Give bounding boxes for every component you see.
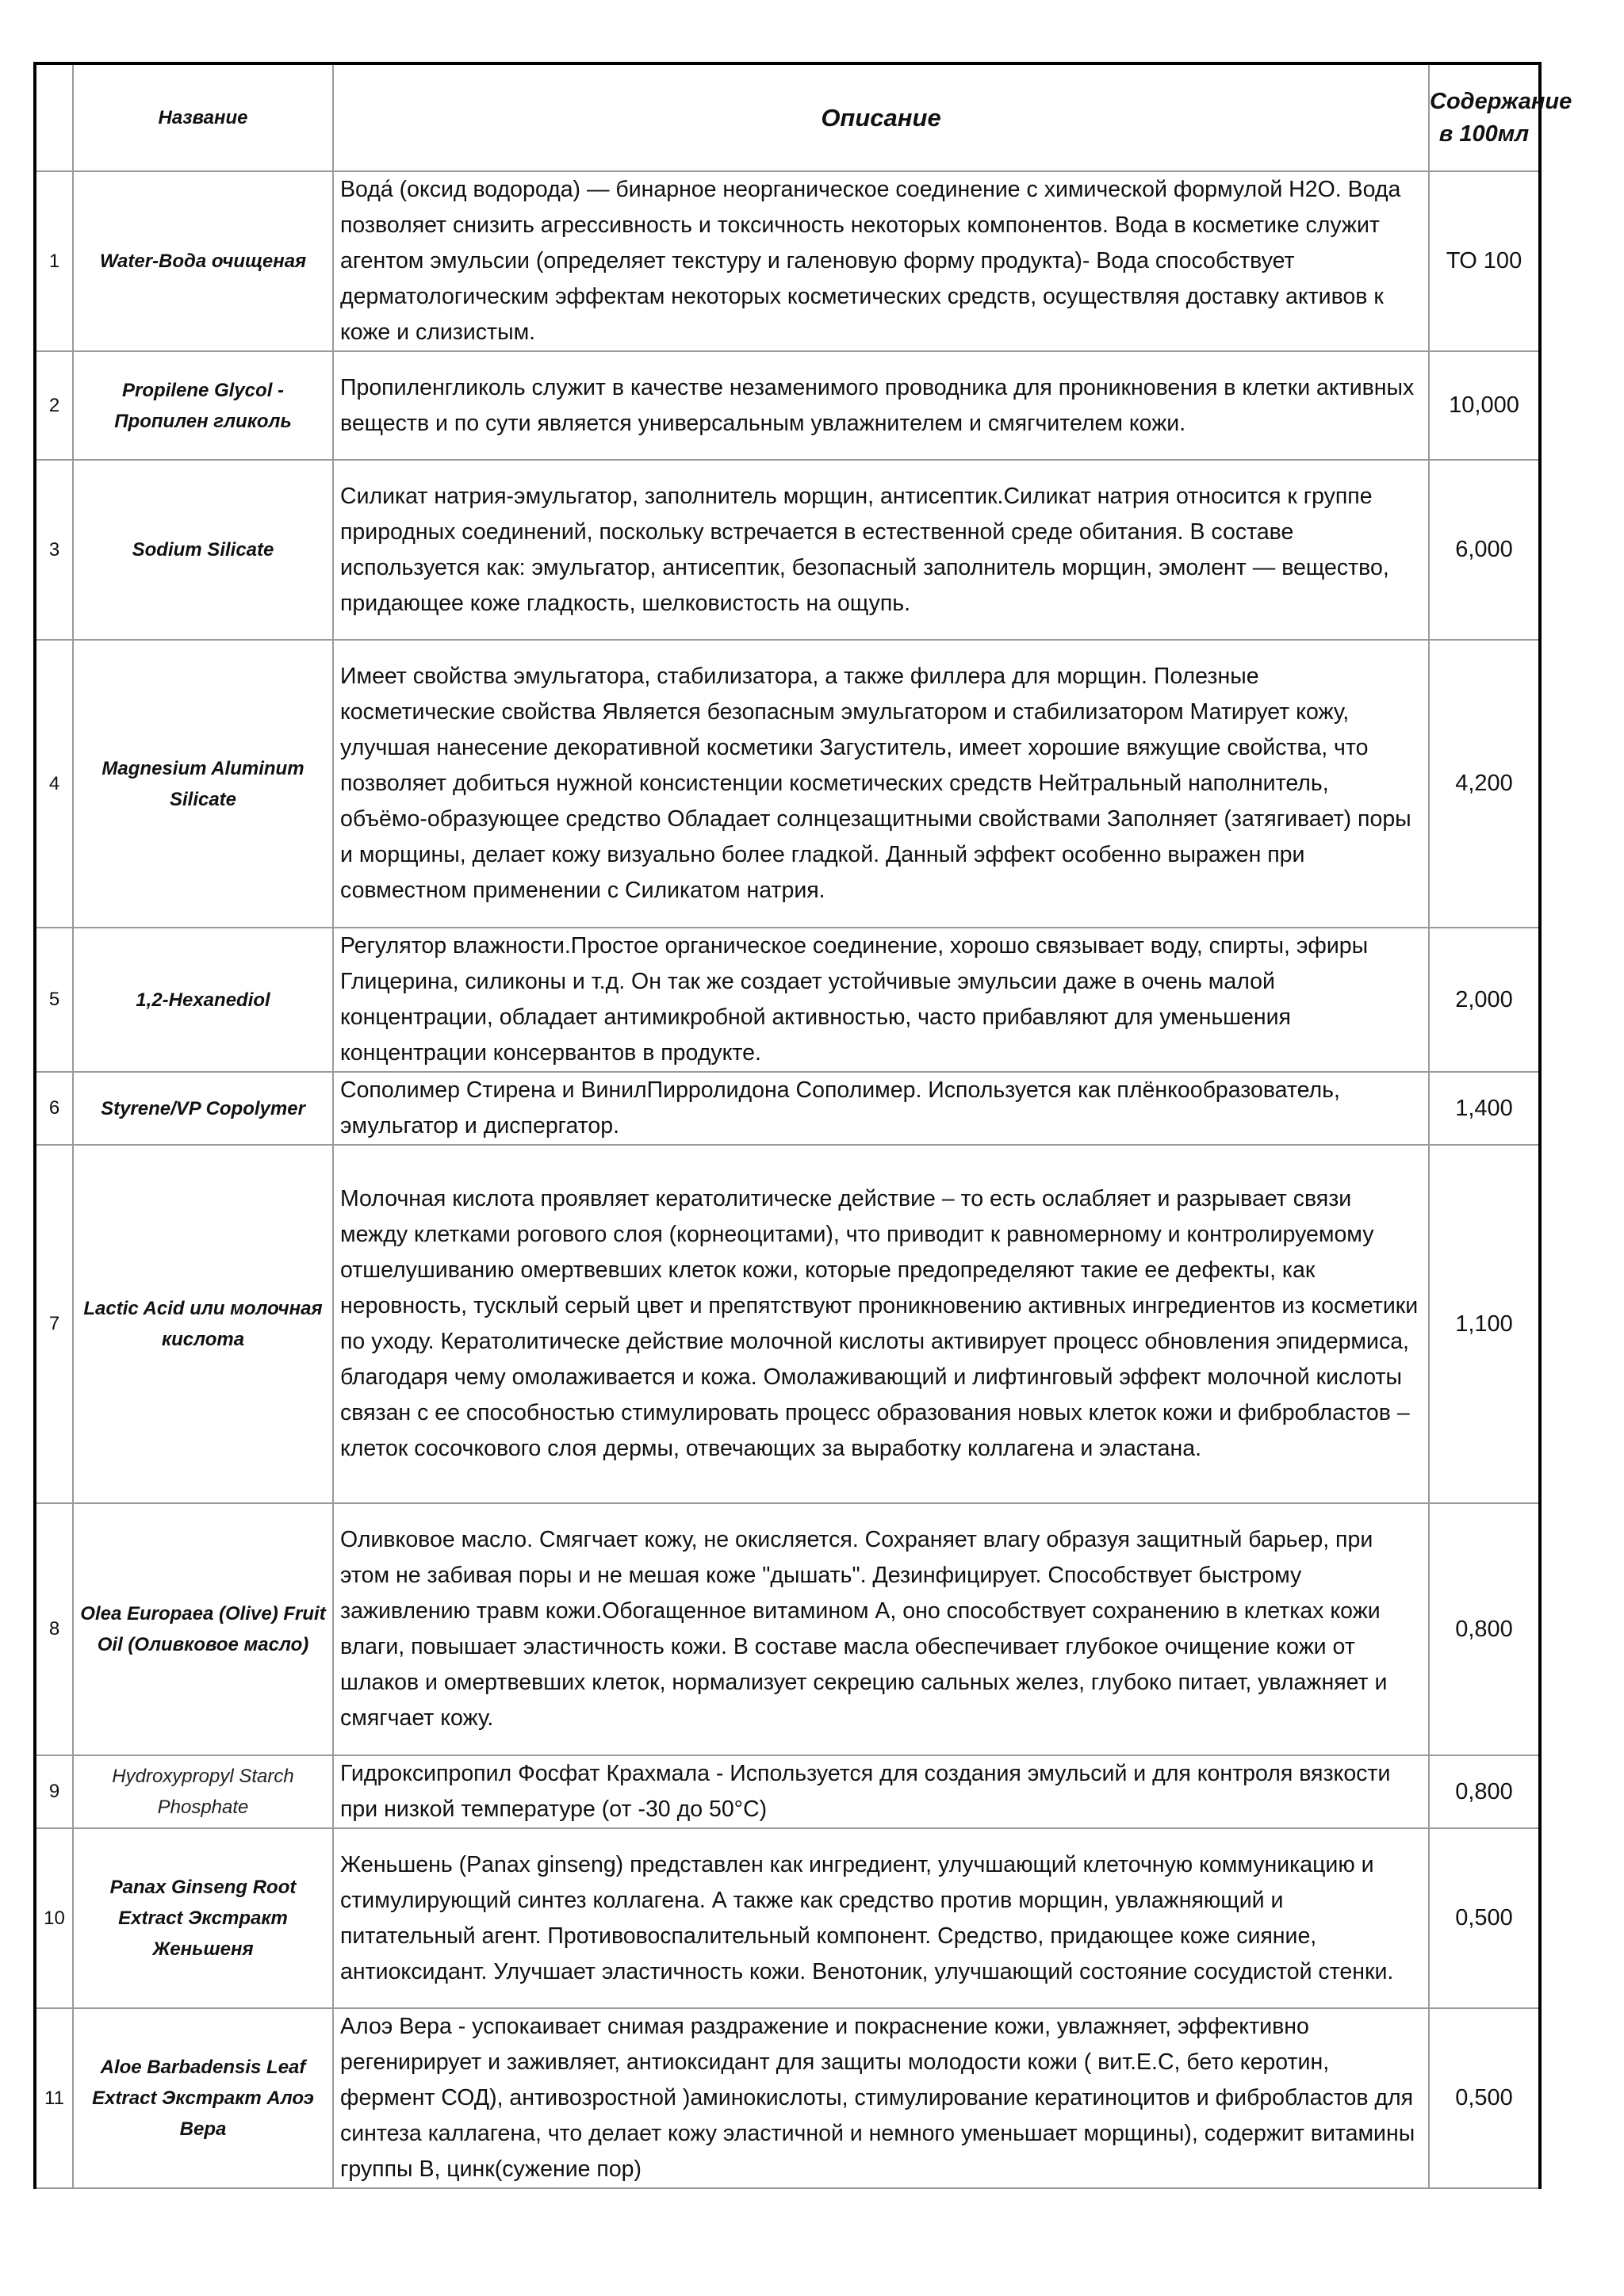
- row-number: 6: [35, 1072, 73, 1145]
- table-row: [35, 1145, 1540, 1503]
- ingredient-description: Женьшень (Panax ginseng) представлен как ингредиент, улучшающий клеточную коммуникацию и стимулирующий синтез коллагена. А также как средство против морщин, увлажняющий и питательный агент. Противовоспалительный компонент. Средство, придающее коже сияние, антиоксидант. Улучшает эластичность кожи. Венотоник, улучшающий состояние сосудистой стенки.: [333, 1828, 1429, 2008]
- ingredient-name: Water-Вода очищеная: [73, 171, 333, 351]
- table-row: [35, 1828, 1540, 2008]
- row-number: 5: [35, 928, 73, 1072]
- row-number: 7: [35, 1145, 73, 1503]
- ingredient-amount: 6,000: [1429, 460, 1540, 640]
- header-description: Описание: [333, 63, 1429, 171]
- row-number: 10: [35, 1828, 73, 2008]
- table-row: [35, 1072, 1540, 1145]
- ingredient-name: Propilene Glycol - Пропилен гликоль: [73, 351, 333, 460]
- ingredient-description: Оливковое масло. Смягчает кожу, не окисляется. Сохраняет влагу образуя защитный барьер, при этом не забивая поры и не мешая коже "дышать". Дезинфицирует. Способствует быстрому заживлению травм кожи.Обогащенное витамином А, оно способствует сохранению в клетках кожи влаги, повышает эластичность кожи. В составе масла обеспечивает глубокое очищение кожи от шлаков и омертвевших клеток, нормализует секрецию сальных желез, глубоко питает, увлажняет и смягчает кожу.: [333, 1503, 1429, 1755]
- ingredient-description: Сополимер Стирена и ВинилПирролидона Сополимер. Используется как плёнкообразователь, эмульгатор и диспергатор.: [333, 1072, 1429, 1145]
- row-number: 1: [35, 171, 73, 351]
- ingredient-amount: 0,800: [1429, 1503, 1540, 1755]
- ingredient-amount: 10,000: [1429, 351, 1540, 460]
- ingredient-description: Гидроксипропил Фосфат Крахмала - Используется для создания эмульсий и для контроля вязкости при низкой температуре (от -30 до 50°C): [333, 1755, 1429, 1828]
- table-row: [35, 1503, 1540, 1755]
- ingredient-description: Имеет свойства эмульгатора, стабилизатора, а также филлера для морщин. Полезные косметические свойства Является безопасным эмульгатором и стабилизатором Матирует кожу, улучшая нанесение декоративной косметики Загуститель, имеет хорошие вяжущие свойства, что позволяет добиться нужной консистенции косметических средств Нейтральный наполнитель, объёмо-образующее средство Обладает солнцезащитными свойствами Заполняет (затягивает) поры и морщины, делает кожу визуально более гладкой. Данный эффект особенно выражен при совместном применении с Силикатом натрия.: [333, 640, 1429, 928]
- row-number: 8: [35, 1503, 73, 1755]
- ingredient-amount: 0,800: [1429, 1755, 1540, 1828]
- header-row: [35, 63, 1540, 171]
- ingredient-description: Вода́ (оксид водорода) — бинарное неорганическое соединение с химической формулой H2O. Вода позволяет снизить агрессивность и токсичность некоторых компонентов. Вода в косметике служит агентом эмульсии (определяет текстуру и галеновую форму продукта)- Вода способствует дерматологическим эффектам некоторых косметических средств, осуществляя доставку активов к коже и слизистым.: [333, 171, 1429, 351]
- ingredients-table: [33, 62, 1572, 2189]
- row-number: 4: [35, 640, 73, 928]
- ingredient-amount: 0,500: [1429, 1828, 1540, 2008]
- ingredient-name: Panax Ginseng Root Extract Экстракт Женьшеня: [73, 1828, 333, 2008]
- row-number: 11: [35, 2008, 73, 2188]
- ingredient-description: Молочная кислота проявляет кератолитическе действие – то есть ослабляет и разрывает связи между клетками рогового слоя (корнеоцитами), что приводит к равномерному и контролируемому отшелушиванию омертвевших клеток кожи, которые предопределяют такие ее дефекты, как неровность, тусклый серый цвет и препятствуют проникновению активных ингредиентов из косметики по уходу. Кератолитическе действие молочной кислоты активирует процесс обновления эпидермиса, благодаря чему омолаживается и кожа. Омолаживающий и лифтинговый эффект молочной кислоты связан с ее способностью стимулировать процесс образования новых клеток кожи и фибробластов – клеток сосочкового слоя дермы, отвечающих за выработку коллагена и эластана.: [333, 1145, 1429, 1503]
- table-row: [35, 351, 1540, 460]
- table-row: [35, 1755, 1540, 1828]
- table-row: [35, 928, 1540, 1072]
- ingredient-name: 1,2-Hexanediol: [73, 928, 333, 1072]
- ingredient-name: Hydroxypropyl Starch Phosphate: [73, 1755, 333, 1828]
- row-number: 3: [35, 460, 73, 640]
- ingredient-name: Olea Europaea (Olive) Fruit Oil (Оливковое масло): [73, 1503, 333, 1755]
- ingredient-name: Sodium Silicate: [73, 460, 333, 640]
- ingredient-name: Aloe Barbadensis Leaf Extract Экстракт Алоэ Вера: [73, 2008, 333, 2188]
- ingredient-description: Регулятор влажности.Простое органическое соединение, хорошо связывает воду, спирты, эфиры Глицерина, силиконы и т.д. Он так же создает устойчивые эмульсии даже в очень малой концентрации, обладает антимикробной активностью, часто прибавляют для уменьшения концентрации консервантов в продукте.: [333, 928, 1429, 1072]
- row-number: 9: [35, 1755, 73, 1828]
- ingredient-amount: 1,100: [1429, 1145, 1540, 1503]
- ingredient-name: Magnesium Aluminum Silicate: [73, 640, 333, 928]
- ingredient-description: Силикат натрия-эмульгатор, заполнитель морщин, антисептик.Силикат натрия относится к группе природных соединений, поскольку встречается в естественной среде обитания. В составе используется как: эмульгатор, антисептик, безопасный заполнитель морщин, эмолент — вещество, придающее коже гладкость, шелковистость на ощупь.: [333, 460, 1429, 640]
- table-row: [35, 171, 1540, 351]
- ingredient-amount: 2,000: [1429, 928, 1540, 1072]
- ingredient-description: Пропиленгликоль служит в качестве незаменимого проводника для проникновения в клетки активных веществ и по сути является универсальным увлажнителем и смягчителем кожи.: [333, 351, 1429, 460]
- row-number: 2: [35, 351, 73, 460]
- ingredient-description: Алоэ Вера - успокаивает снимая раздражение и покраснение кожи, увлажняет, эффективно регенирирует и заживляет, антиоксидант для защиты молодости кожи ( вит.Е.С, бето керотин, фермент СОД), антивозростной )аминокислоты, стимулирование кератиноцитов и фибробластов для синтеза каллагена, что делает кожу эластичной и немного уменьшает морщины), содержит витамины группы В, цинк(сужение пор): [333, 2008, 1429, 2188]
- ingredient-amount: 4,200: [1429, 640, 1540, 928]
- ingredient-amount: 1,400: [1429, 1072, 1540, 1145]
- table-row: [35, 640, 1540, 928]
- ingredient-amount: ТО 100: [1429, 171, 1540, 351]
- header-name: Название: [73, 63, 333, 171]
- header-num: [35, 63, 73, 171]
- ingredient-name: Styrene/VP Copolymer: [73, 1072, 333, 1145]
- ingredient-amount: 0,500: [1429, 2008, 1540, 2188]
- header-amount: Содержание в 100мл: [1429, 63, 1540, 171]
- ingredient-name: Lactic Acid или молочная кислота: [73, 1145, 333, 1503]
- table-row: [35, 2008, 1540, 2188]
- table-row: [35, 460, 1540, 640]
